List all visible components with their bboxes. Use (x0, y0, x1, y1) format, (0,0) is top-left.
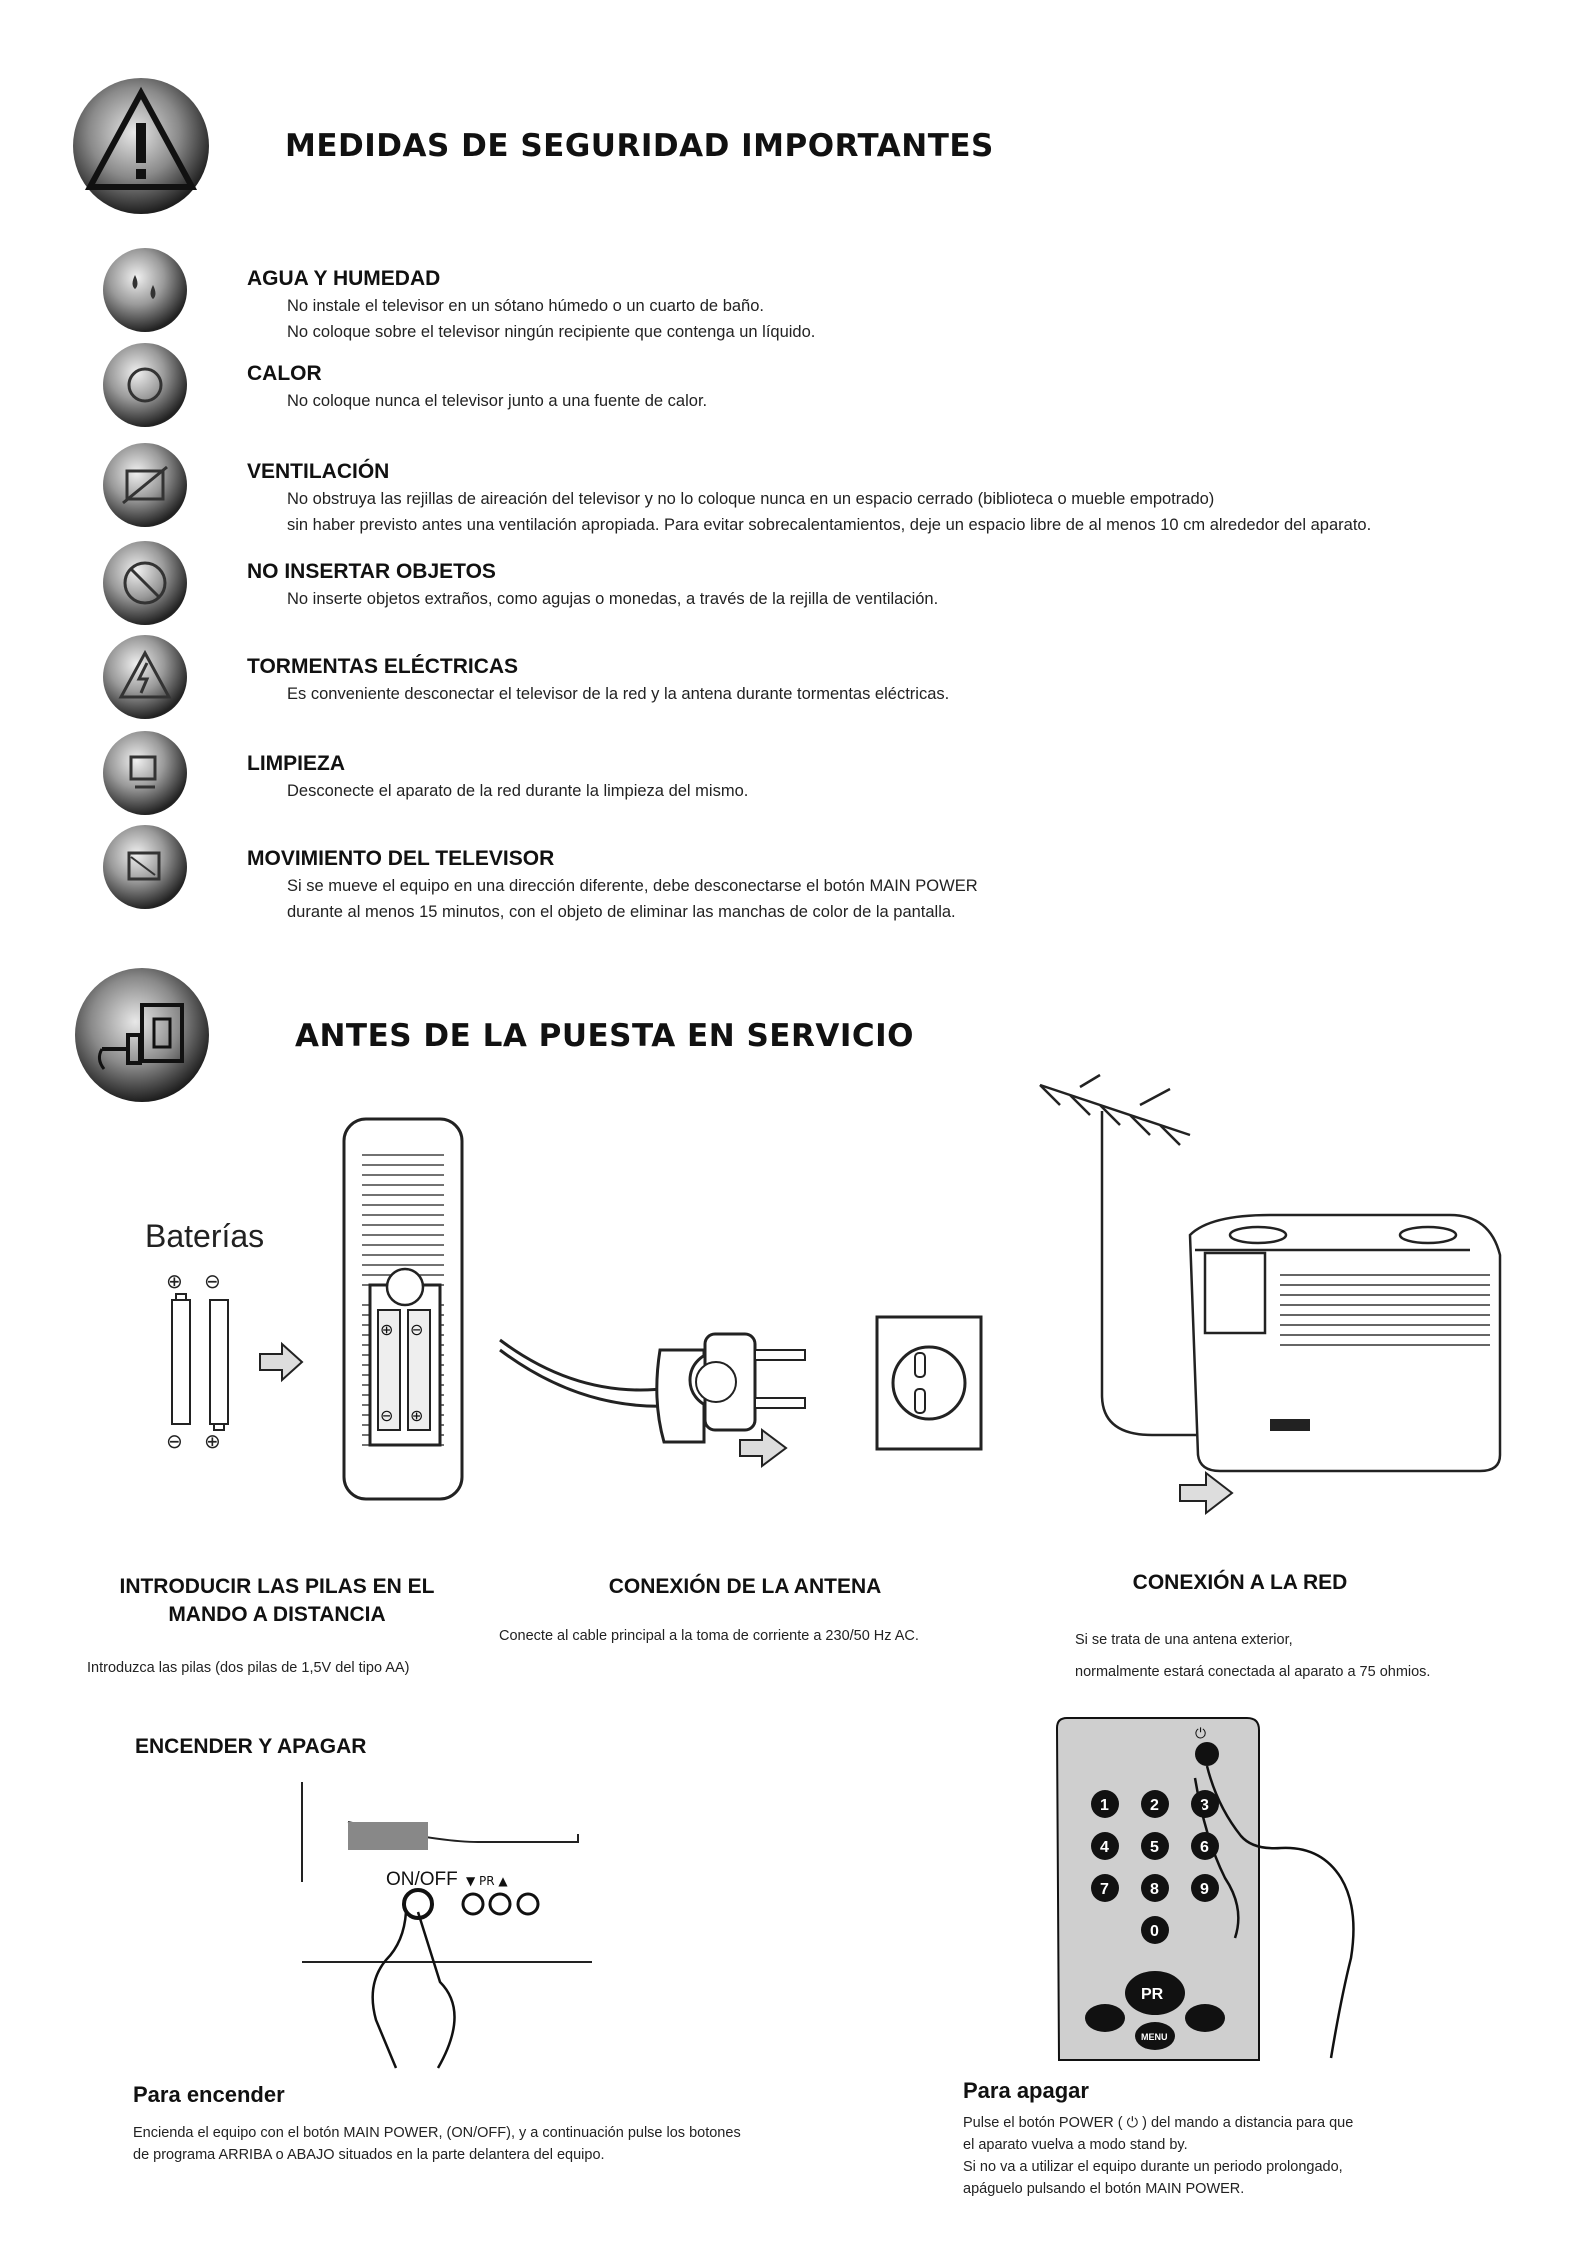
safety-icons-column (95, 245, 195, 920)
section-moving (247, 847, 978, 925)
plug-connection-icon (72, 965, 212, 1105)
section-heat (247, 362, 707, 414)
heat-icon (103, 343, 187, 427)
section-head: AGUA Y HUMEDAD (247, 267, 441, 290)
section-water (247, 267, 815, 345)
section-line: Si se mueve el equipo en una dirección diferente, debe desconectarse el botón MAIN POWER (287, 877, 978, 895)
safety-title: MEDIDAS DE SEGURIDAD IMPORTANTES (285, 128, 994, 164)
turn-off-line: el aparato vuelva a modo stand by. (963, 2137, 1188, 2153)
no-objects-icon (103, 541, 187, 625)
remote-power-illustration (1055, 1718, 1365, 2068)
turn-on-line: Encienda el equipo con el botón MAIN POWER, (ON/OFF), y a continuación pulse los botones (133, 2125, 741, 2141)
program-button-extra (518, 1894, 538, 1914)
remote-key-7: 7 (1100, 1881, 1109, 1898)
section-line: No coloque nunca el televisor junto a una fuente de calor. (287, 392, 708, 410)
remote-key-6: 6 (1200, 1839, 1209, 1856)
svg-text:⊕: ⊕ (204, 1429, 221, 1453)
remote-key-3: 3 (1200, 1797, 1209, 1814)
remote-key-9: 9 (1200, 1881, 1209, 1898)
turn-off-line: Si no va a utilizar el equipo durante un periodo prolongado, (963, 2159, 1343, 2175)
moving-tv-icon (103, 825, 187, 909)
remote-pr-key: PR (1141, 1986, 1164, 2003)
setup-title: ANTES DE LA PUESTA EN SERVICIO (295, 1018, 914, 1054)
svg-text:⊕: ⊕ (410, 1406, 424, 1425)
batteries-label: Baterías (145, 1218, 265, 1254)
svg-text:⊕: ⊕ (166, 1269, 183, 1293)
caption-antenna-body: Conecte al cable principal a la toma de corriente a 230/50 Hz AC. (499, 1628, 919, 1644)
remote-key-5: 5 (1150, 1839, 1159, 1856)
section-line: No obstruya las rejillas de aireación del televisor y no lo coloque nunca en un espacio cerrado (biblioteca o mueble empotrado) (287, 490, 1215, 508)
power-plug-illustration (500, 1290, 820, 1495)
section-line: No inserte objetos extraños, como agujas o monedas, a través de la rejilla de ventilación. (287, 590, 939, 608)
section-head: LIMPIEZA (247, 752, 345, 775)
remote-power-button (1195, 1742, 1219, 1766)
program-button-down (463, 1894, 483, 1914)
wall-socket-illustration (875, 1315, 985, 1460)
svg-text:⊖: ⊖ (204, 1269, 221, 1293)
program-button-up (490, 1894, 510, 1914)
section-cleaning (247, 752, 748, 804)
batteries-illustration (160, 1270, 310, 1455)
turn-off-head: Para apagar (963, 2078, 1089, 2103)
power-title: ENCENDER Y APAGAR (135, 1735, 367, 1758)
svg-text:⊖: ⊖ (166, 1429, 183, 1453)
remote-key-8: 8 (1150, 1881, 1159, 1898)
turn-on-head: Para encender (133, 2082, 285, 2107)
turn-on-line: de programa ARRIBA o ABAJO situados en la parte delantera del equipo. (133, 2147, 605, 2163)
water-drops-icon (103, 248, 187, 332)
svg-text:⊕: ⊕ (380, 1320, 394, 1339)
remote-key-0: 0 (1150, 1923, 1159, 1940)
section-head: VENTILACIÓN (247, 460, 390, 483)
section-no-objects (247, 560, 938, 612)
turn-off-block (963, 2078, 1354, 2197)
remote-key-1: 1 (1100, 1797, 1109, 1814)
section-line: sin haber previsto antes una ventilación apropiada. Para evitar sobrecalentamientos, deje un espacio libre de al menos 10 cm alrededor del aparato. (287, 516, 1372, 534)
antenna-tv-illustration (1020, 1075, 1540, 1520)
section-head: MOVIMIENTO DEL TELEVISOR (247, 847, 555, 870)
section-head: NO INSERTAR OBJETOS (247, 560, 496, 583)
caption-power-line: Si se trata de una antena exterior, (1075, 1632, 1293, 1648)
section-line: Es conveniente desconectar el televisor de la red y la antena durante tormentas eléctricas. (287, 685, 950, 703)
caption-antenna-head: CONEXIÓN DE LA ANTENA (608, 1575, 882, 1598)
remote-key-4: 4 (1100, 1839, 1109, 1856)
section-storms (247, 655, 949, 707)
section-head: TORMENTAS ELÉCTRICAS (247, 655, 519, 678)
section-ventilation (247, 460, 1371, 538)
caption-batteries-body: Introduzca las pilas (dos pilas de 1,5V del tipo AA) (87, 1660, 410, 1676)
lightning-icon (103, 635, 187, 719)
turn-on-block (133, 2082, 741, 2166)
remote-battery-illustration (340, 1115, 470, 1510)
turn-off-line: Pulse el botón POWER ( ⏻ ) del mando a distancia para que (963, 2115, 1354, 2131)
caption-power-body (1075, 1624, 1430, 1688)
caption-batteries-head: INTRODUCIR LAS PILAS EN EL MANDO A DISTANCIA (119, 1575, 435, 1626)
svg-text:⏻: ⏻ (1195, 1726, 1207, 1742)
section-head: CALOR (247, 362, 322, 385)
panel-on-off-label: ON/OFF (386, 1869, 458, 1890)
remote-menu-key: MENU (1141, 2032, 1168, 2042)
cleaning-icon (103, 731, 187, 815)
caption-power-line: normalmente estará conectada al aparato a 75 ohmios. (1075, 1664, 1431, 1680)
section-line: No instale el televisor en un sótano húmedo o un cuarto de baño. (287, 297, 764, 315)
section-line: durante al menos 15 minutos, con el objeto de eliminar las manchas de color de la pantalla. (287, 903, 956, 921)
caption-power-head: CONEXIÓN A LA RED (1132, 1571, 1348, 1594)
turn-off-line: apáguelo pulsando el botón MAIN POWER. (963, 2181, 1245, 2197)
svg-text:⊖: ⊖ (410, 1320, 424, 1339)
section-line: No coloque sobre el televisor ningún recipiente que contenga un líquido. (287, 323, 816, 341)
warning-icon (70, 75, 212, 217)
remote-key-2: 2 (1150, 1797, 1159, 1814)
section-line: Desconecte el aparato de la red durante la limpieza del mismo. (287, 782, 749, 800)
tv-panel-illustration (298, 1782, 598, 2077)
svg-text:⊖: ⊖ (380, 1406, 394, 1425)
svg-text:▼ PR ▲: ▼ PR ▲ (466, 1874, 508, 1888)
ventilation-icon (103, 443, 187, 527)
